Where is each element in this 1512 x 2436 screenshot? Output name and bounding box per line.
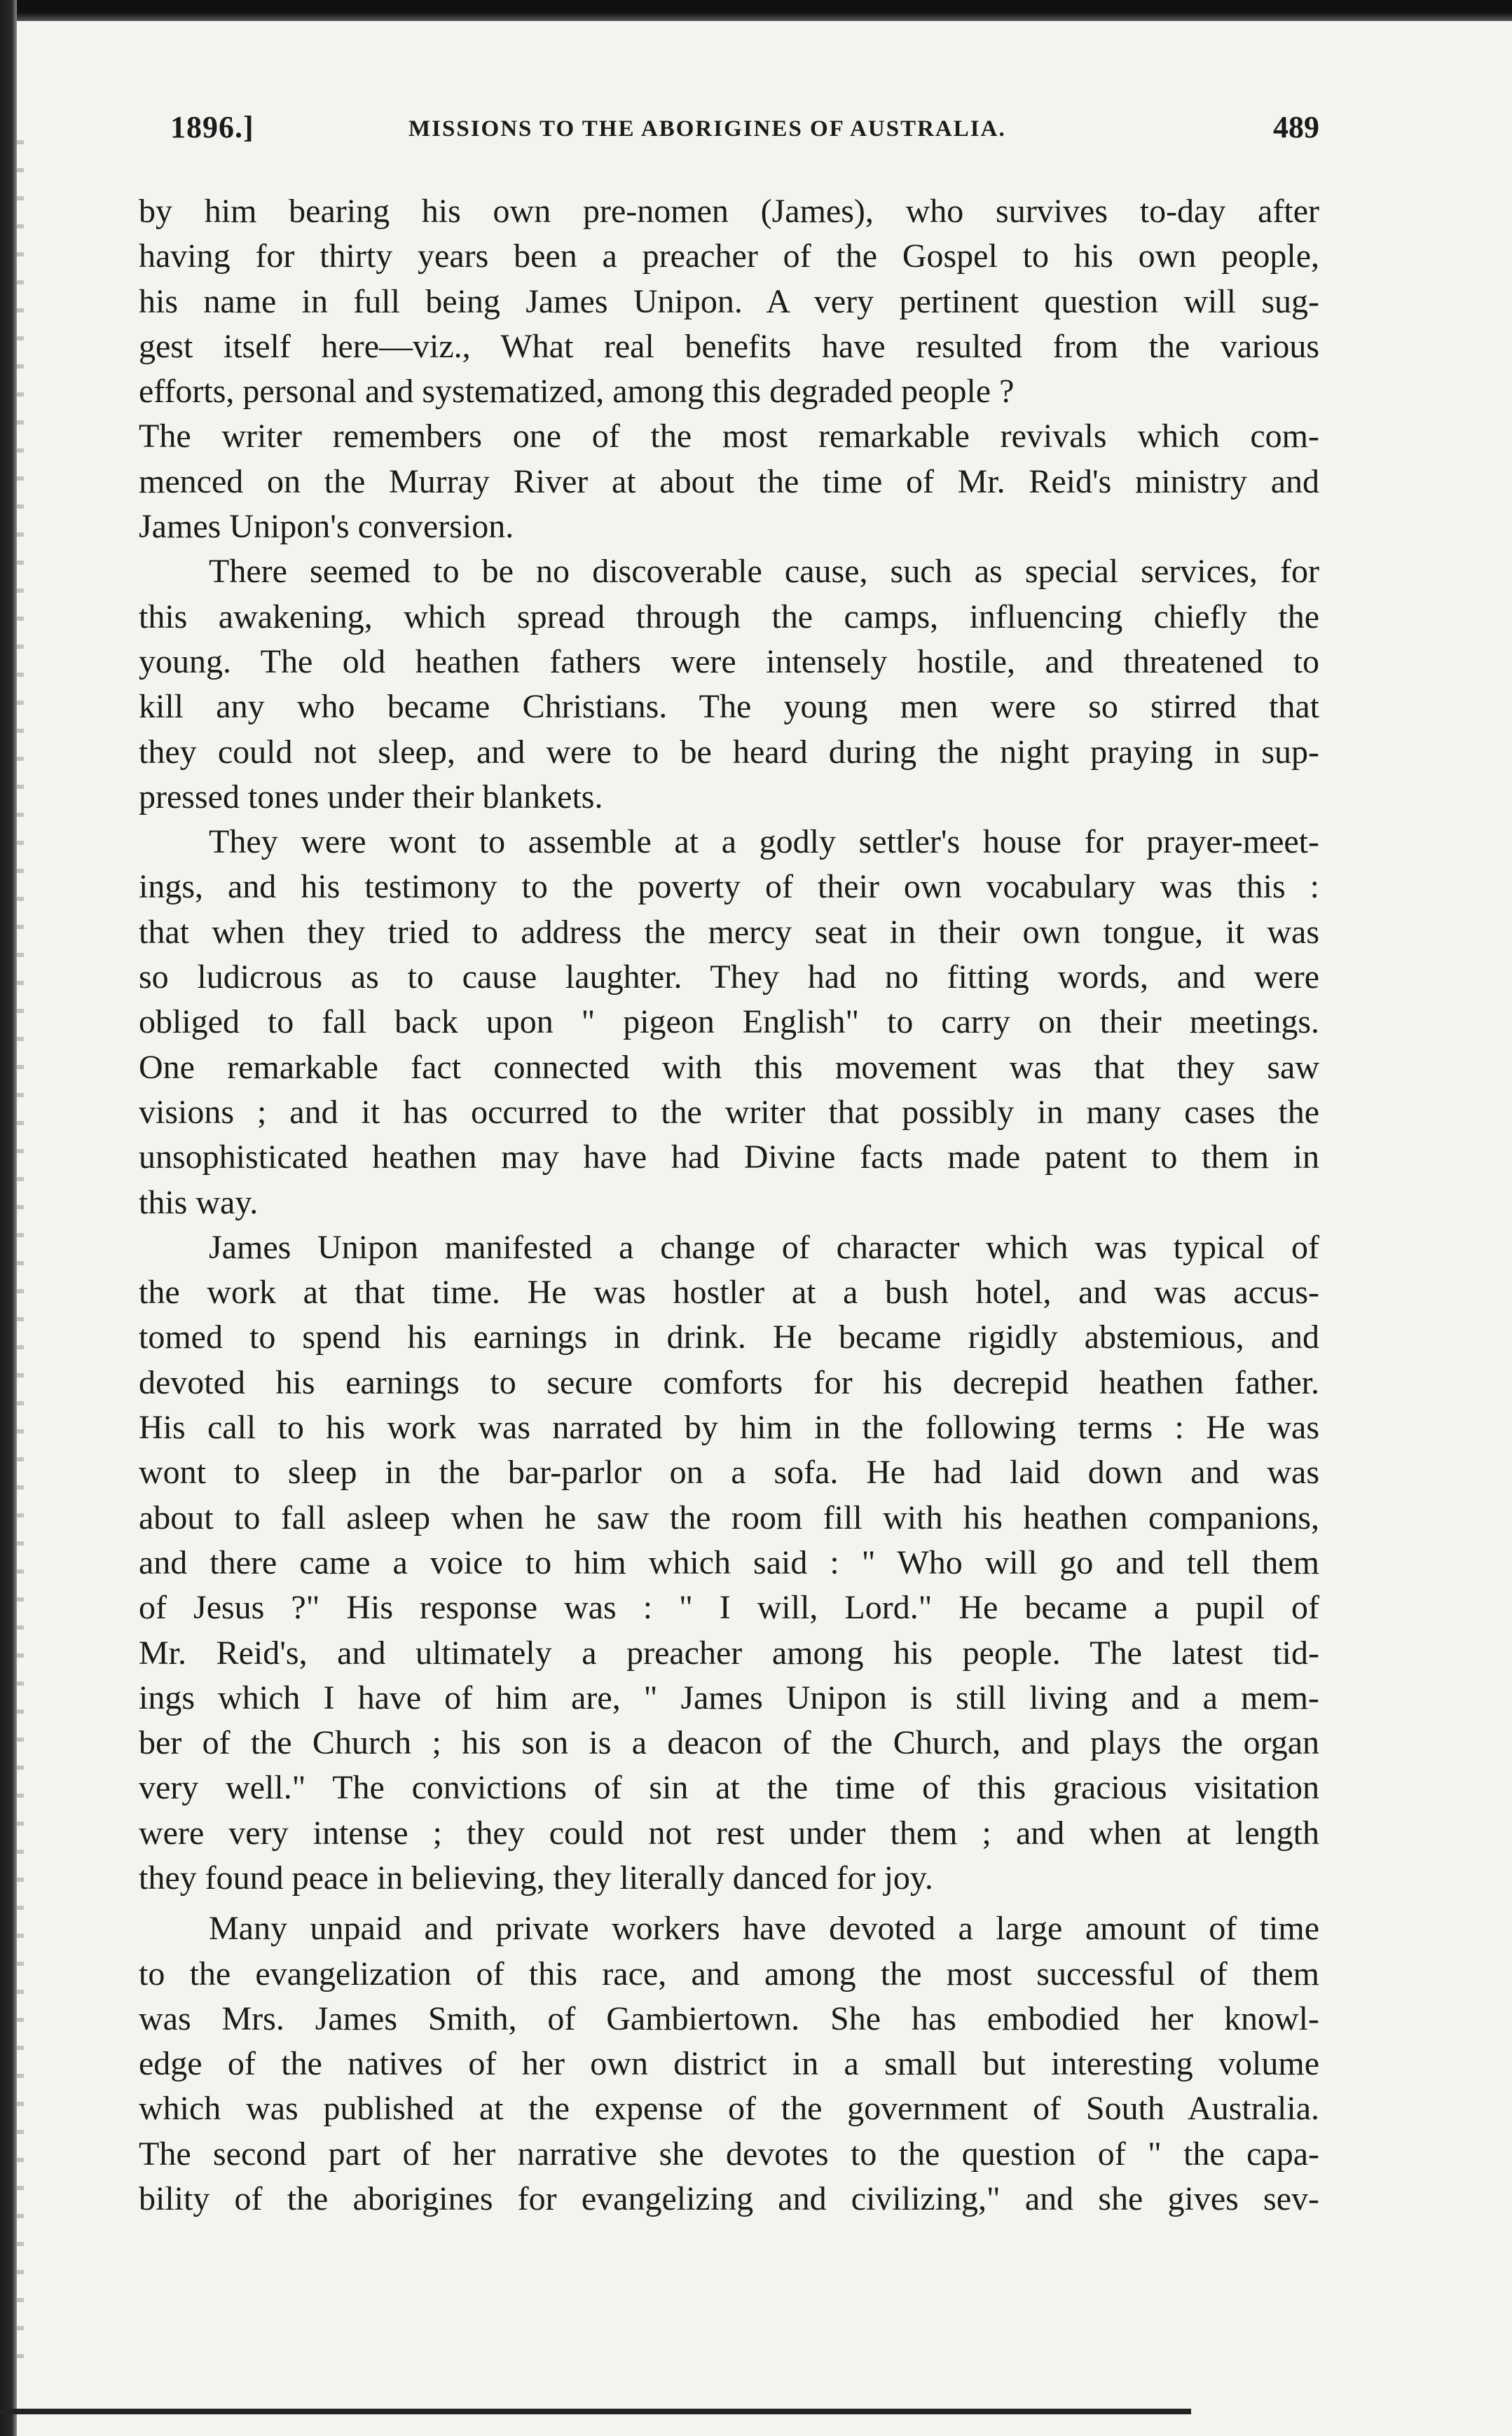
paragraph-first-line: There seemed to be no discoverable cause, such as special services, for [209, 553, 1319, 591]
text-line: kill any who became Christians. The young men were so stirred that [139, 688, 1319, 726]
text-line: efforts, personal and systematized, among this degraded people ? [139, 373, 1015, 411]
text-line: devoted his earnings to secure comforts for his decrepid heathen father. [139, 1363, 1319, 1401]
text-line: and there came a voice to him which said : " Who will go and tell them [139, 1543, 1319, 1581]
text-line: which was published at the expense of the government of South Australia. [139, 2090, 1319, 2128]
text-line: pressed tones under their blankets. [139, 778, 603, 816]
text-line: edge of the natives of her own district in a small but interesting volume [139, 2045, 1319, 2083]
text-line: of Jesus ?" His response was : " I will, Lord." He became a pupil of [139, 1589, 1319, 1627]
text-line: menced on the Murray River at about the time of Mr. Reid's ministry and [139, 462, 1319, 500]
text-line: about to fall asleep when he saw the room fill with his heathen companions, [139, 1499, 1319, 1536]
text-line: Mr. Reid's, and ultimately a preacher among his people. The latest tid- [139, 1634, 1319, 1672]
text-line: The second part of her narrative she devotes to the question of " the capa- [139, 2135, 1319, 2173]
text-line: The writer remembers one of the most remarkable revivals which com- [139, 418, 1319, 455]
body-text [139, 189, 1319, 2222]
paragraph-first-line: James Unipon manifested a change of character which was typical of [209, 1228, 1319, 1266]
binding-shadow [17, 140, 24, 2382]
text-line: that when they tried to address the mercy seat in their own tongue, it was [139, 913, 1319, 951]
text-line: was Mrs. James Smith, of Gambiertown. She has embodied her knowl- [139, 2000, 1319, 2037]
text-line: they found peace in believing, they literally danced for joy. [139, 1859, 933, 1897]
page-left-edge [0, 0, 17, 2436]
text-line: this way. [139, 1183, 259, 1221]
text-line: so ludicrous as to cause laughter. They had no fitting words, and were [139, 958, 1319, 996]
text-line: James Unipon's conversion. [139, 508, 514, 546]
text-line: this awakening, which spread through the camps, influencing chiefly the [139, 598, 1319, 635]
running-header [170, 109, 1319, 165]
text-line: ings which I have of him are, " James Unipon is still living and a mem- [139, 1679, 1319, 1716]
paragraph-first-line: They were wont to assemble at a godly settler's house for prayer-meet- [209, 823, 1319, 861]
text-line: the work at that time. He was hostler at a bush hotel, and was accus- [139, 1274, 1319, 1312]
text-line: ings, and his testimony to the poverty of their own vocabulary was this : [139, 868, 1319, 906]
header-year: 1896.] [170, 110, 254, 144]
text-line: His call to his work was narrated by him in the following terms : He was [139, 1409, 1319, 1447]
text-line: visions ; and it has occurred to the writer that possibly in many cases the [139, 1093, 1319, 1131]
text-line: were very intense ; they could not rest under them ; and when at length [139, 1814, 1319, 1852]
text-line: his name in full being James Unipon. A very pertinent question will sug- [139, 282, 1319, 320]
text-line: having for thirty years been a preacher of the Gospel to his own people, [139, 238, 1319, 275]
text-line: wont to sleep in the bar-parlor on a sofa. He had laid down and was [139, 1454, 1319, 1492]
page-top-edge [0, 0, 1512, 21]
paragraph-first-line: Many unpaid and private workers have devoted a large amount of time [209, 1910, 1319, 1948]
text-line: obliged to fall back upon " pigeon English" to carry on their meetings. [139, 1003, 1319, 1041]
text-line: One remarkable fact connected with this movement was that they saw [139, 1048, 1319, 1086]
page-number: 489 [1273, 110, 1319, 144]
text-line: to the evangelization of this race, and among the most successful of them [139, 1955, 1319, 1993]
text-line: young. The old heathen fathers were intensely hostile, and threatened to [139, 642, 1319, 680]
header-running-title: MISSIONS TO THE ABORIGINES OF AUSTRALIA. [408, 116, 1006, 142]
text-line: tomed to spend his earnings in drink. He became rigidly abstemious, and [139, 1319, 1319, 1356]
text-line: gest itself here—viz., What real benefits have resulted from the various [139, 327, 1319, 365]
text-line: by him bearing his own pre-nomen (James), who survives to-day after [139, 193, 1319, 230]
text-line: they could not sleep, and were to be heard during the night praying in sup- [139, 733, 1319, 771]
page-bottom-edge [0, 2409, 1191, 2414]
text-line: bility of the aborigines for evangelizing and civilizing," and she gives sev- [139, 2180, 1319, 2218]
text-line: very well." The convictions of sin at the time of this gracious visitation [139, 1769, 1319, 1807]
text-line: unsophisticated heathen may have had Divine facts made patent to them in [139, 1138, 1319, 1176]
text-line: ber of the Church ; his son is a deacon of the Church, and plays the organ [139, 1724, 1319, 1762]
